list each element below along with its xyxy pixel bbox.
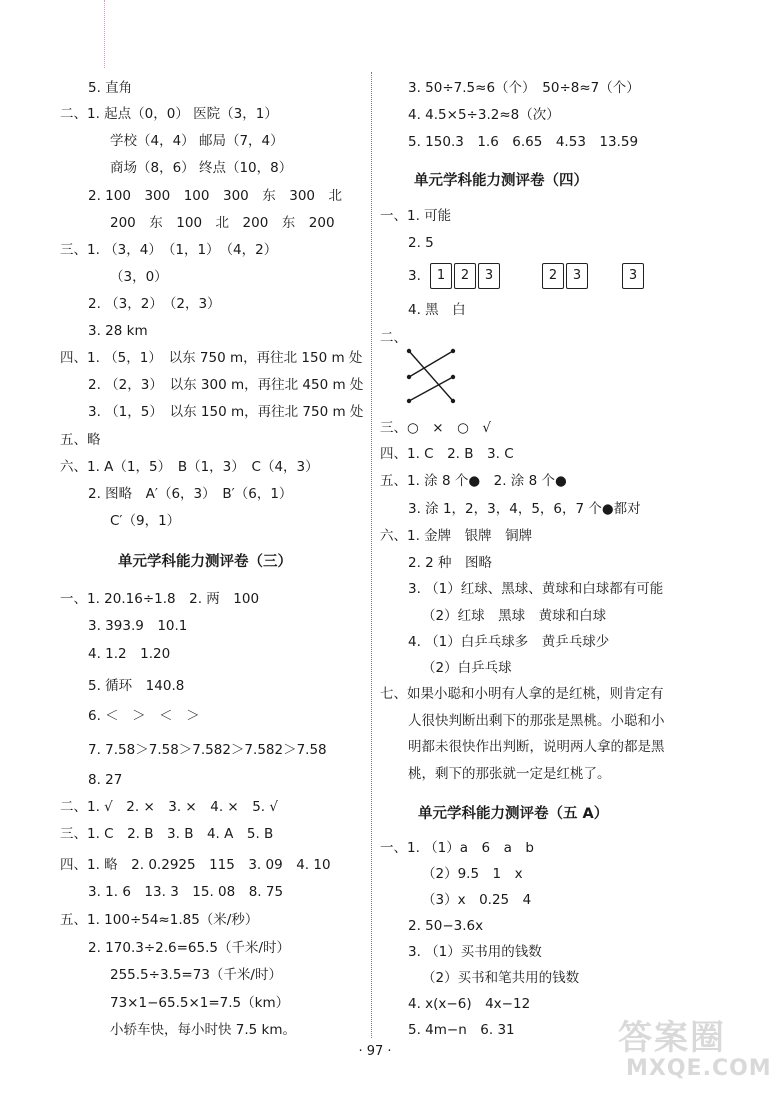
answer-line: 二、1. 起点（0，0） 医院（3，1） (60, 106, 278, 122)
answer-line: 一、1. 可能 (380, 208, 452, 224)
answer-line: 73×1−65.5×1=7.5（km） (110, 995, 290, 1011)
answer-line: 255.5÷3.5=73（千米/时） (110, 967, 282, 983)
answer-line: 一、1. （1）a 6 a b (380, 840, 534, 856)
answer-line: 2. （3，2） （2，3） (88, 296, 221, 312)
answer-line: 2. 170.3÷2.6=65.5（千米/时） (88, 940, 291, 956)
answer-line: 200 东 100 北 200 东 200 (110, 215, 335, 231)
answer-line: 桃，剩下的那张就一定是红桃了。 (408, 766, 611, 782)
answer-line: C′（9，1） (110, 513, 181, 529)
answer-line: 三、1. C 2. B 3. B 4. A 5. B (60, 826, 274, 842)
answer-line: 5. 直角 (88, 80, 133, 96)
answer-line: （2）白乒乓球 (422, 660, 512, 676)
answer-line: 6. ＜ ＞ ＜ ＞ (88, 708, 200, 724)
answer-line: 学校（4，4） 邮局（7，4） (110, 133, 284, 149)
answer-line: 4. x(x−6) 4x−12 (408, 996, 531, 1012)
answer-line: 3. 50÷7.5≈6（个） 50÷8≈7（个） (408, 80, 640, 96)
matching-lines-diagram (405, 345, 461, 407)
answer-line: 2. （2，3） 以东 300 m，再往北 450 m 处 (88, 377, 364, 393)
section-heading: 单元学科能力测评卷（三） (118, 554, 292, 570)
section-heading: 单元学科能力测评卷（四） (414, 173, 588, 189)
answer-line: 3. 涂 1，2，3，4，5，6，7 个●都对 (408, 501, 641, 517)
answer-line: 四、1. C 2. B 3. C (380, 446, 514, 462)
answer-line: 3. 1. 6 13. 3 15. 08 8. 75 (88, 884, 284, 900)
watermark (618, 1010, 772, 1096)
answer-line: 商场（8，6） 终点（10，8） (110, 160, 293, 176)
number-card: 2 (542, 263, 564, 289)
number-card: 3 (566, 263, 588, 289)
answer-line: 2. 图略 A′（6，3） B′（6，1） (88, 486, 293, 502)
answer-line: 四、1. 略 2. 0.2925 115 3. 09 4. 10 (60, 857, 331, 873)
watermark-logo-text: 答案圈 (618, 1018, 726, 1058)
column-separator (371, 72, 372, 1038)
answer-line: 5. 循环 140.8 (88, 678, 185, 694)
number-card: 1 (430, 263, 452, 289)
number-card: 2 (454, 263, 476, 289)
answer-line: 4. 4.5×5÷3.2≈8（次） (408, 107, 560, 123)
answer-line: （2）红球 黑球 黄球和白球 (422, 608, 607, 624)
watermark-url: MXQE.COM (626, 1056, 772, 1081)
number-card: 3 (478, 263, 500, 289)
answer-line: 四、1. （5，1） 以东 750 m，再往北 150 m 处 (60, 350, 363, 366)
answer-line: 3. （1，5） 以东 150 m，再往北 750 m 处 (88, 404, 364, 420)
answer-line: 人很快判断出剩下的那张是黑桃。小聪和小 (408, 713, 665, 729)
answer-line: 五、略 (60, 432, 101, 448)
answer-line: 3. 28 km (88, 323, 148, 339)
answer-line: 3. （1）买书用的钱数 (408, 944, 542, 960)
answer-line: 4. 黑 白 (408, 302, 466, 318)
answer-line: 三、1. （3，4） （1，1） （4，2） (60, 242, 278, 258)
answer-line: 5. 4m−n 6. 31 (408, 1022, 515, 1038)
answer-line: 五、1. 100÷54≈1.85（米/秒） (60, 912, 259, 928)
answer-line: 5. 150.3 1.6 6.65 4.53 13.59 (408, 134, 639, 150)
page-number: · 97 · (358, 1044, 392, 1059)
answer-line: 8. 27 (88, 772, 123, 788)
answer-line: （2）9.5 1 x (422, 866, 523, 882)
answer-line: 六、1. A（1，5） B（1，3） C（4，3） (60, 459, 319, 475)
top-margin-mark (104, 0, 105, 68)
answer-line: 一、1. 20.16÷1.8 2. 两 100 (60, 591, 260, 607)
answer-line: 2. 50−3.6x (408, 918, 484, 934)
answer-line: 4. （1）白乒乓球多 黄乒乓球少 (408, 634, 610, 650)
answer-line: 二、1. √ 2. × 3. × 4. × 5. √ (60, 799, 278, 815)
answer-line: （3）x 0.25 4 (422, 892, 532, 908)
number-card: 3 (622, 263, 644, 289)
answer-line: 2. 100 300 100 300 东 300 北 (88, 188, 343, 204)
answer-line: （2）买书和笔共用的钱数 (422, 970, 580, 986)
answer-line: 7. 7.58＞7.58＞7.582＞7.582＞7.58 (88, 742, 327, 758)
answer-line: 五、1. 涂 8 个● 2. 涂 8 个● (380, 473, 567, 489)
answer-line: 4. 1.2 1.20 (88, 646, 171, 662)
answer-line: 七、如果小聪和小明有人拿的是红桃，则肯定有 (380, 686, 664, 702)
answer-line: 三、○ × ○ √ (380, 420, 491, 436)
answer-line: 二、 (380, 330, 407, 346)
answer-line: 2. 5 (408, 235, 434, 251)
answer-line: 3. （1）红球、黑球、黄球和白球都有可能 (408, 581, 664, 597)
answer-line: 六、1. 金牌 银牌 铜牌 (380, 528, 533, 544)
answer-line: 2. 2 种 图略 (408, 555, 493, 571)
answer-line: 明都未很快作出判断，说明两人拿的都是黑 (408, 739, 665, 755)
answer-line: 3. 393.9 10.1 (88, 618, 188, 634)
section-heading: 单元学科能力测评卷（五 A） (418, 806, 609, 822)
answer-line: 3. (408, 268, 421, 284)
answer-line: 小轿车快，每小时快 7.5 km。 (110, 1022, 297, 1038)
answer-line: （3，0） (110, 269, 168, 285)
